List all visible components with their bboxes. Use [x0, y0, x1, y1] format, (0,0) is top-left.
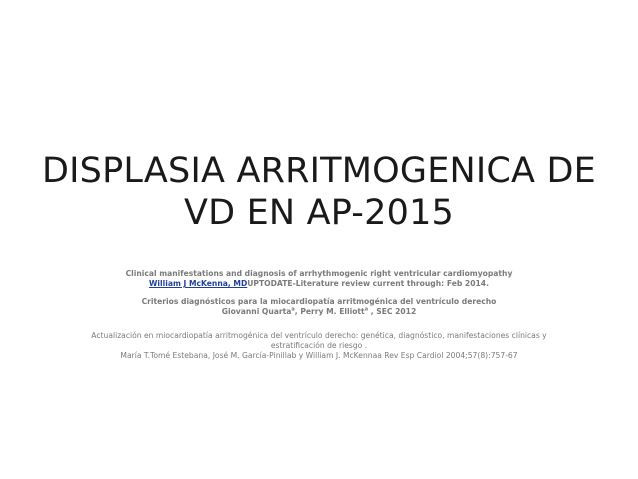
reference-2: [60, 297, 578, 317]
reference-3-title: Actualización en miocardiopatía arritmogénica del ventrículo derecho: genética, diagnóstico, manifestaciones clínicas y estratificación de riesgo .: [91, 331, 547, 350]
reference-3: [84, 331, 554, 361]
title-line-2: VD EN AP-2015: [183, 193, 455, 233]
reference-2-sup-1: a: [291, 306, 295, 313]
references-block: [60, 269, 578, 325]
reference-2-authors: [60, 307, 578, 317]
reference-1-source-text: UPTODATE-Literature review current through: Feb 2014.: [247, 279, 489, 288]
reference-2-sup-2: a: [364, 306, 369, 313]
author-link[interactable]: William J McKenna, MD: [149, 279, 248, 288]
slide-title: [40, 150, 598, 234]
reference-1-title: Clinical manifestations and diagnosis of arrhythmogenic right ventricular cardiomyopathy: [125, 269, 513, 278]
reference-2-author-1: Giovanni Quarta: [221, 307, 292, 316]
reference-1-source: [60, 279, 578, 289]
reference-1: [60, 269, 578, 289]
reference-3-authors: María T.Tomé Estebana, José M. García-Pinillab y William J. McKennaa Rev Esp Cardiol 2004;57(8):757-67: [120, 351, 518, 360]
reference-2-title: Criterios diagnósticos para la miocardiopatía arritmogénica del ventrículo derecho: [141, 297, 497, 306]
title-line-1: DISPLASIA ARRITMOGENICA DE: [42, 151, 596, 191]
reference-2-author-2: , Perry M. Elliott: [294, 307, 365, 316]
reference-2-suffix: , SEC 2012: [368, 307, 417, 316]
